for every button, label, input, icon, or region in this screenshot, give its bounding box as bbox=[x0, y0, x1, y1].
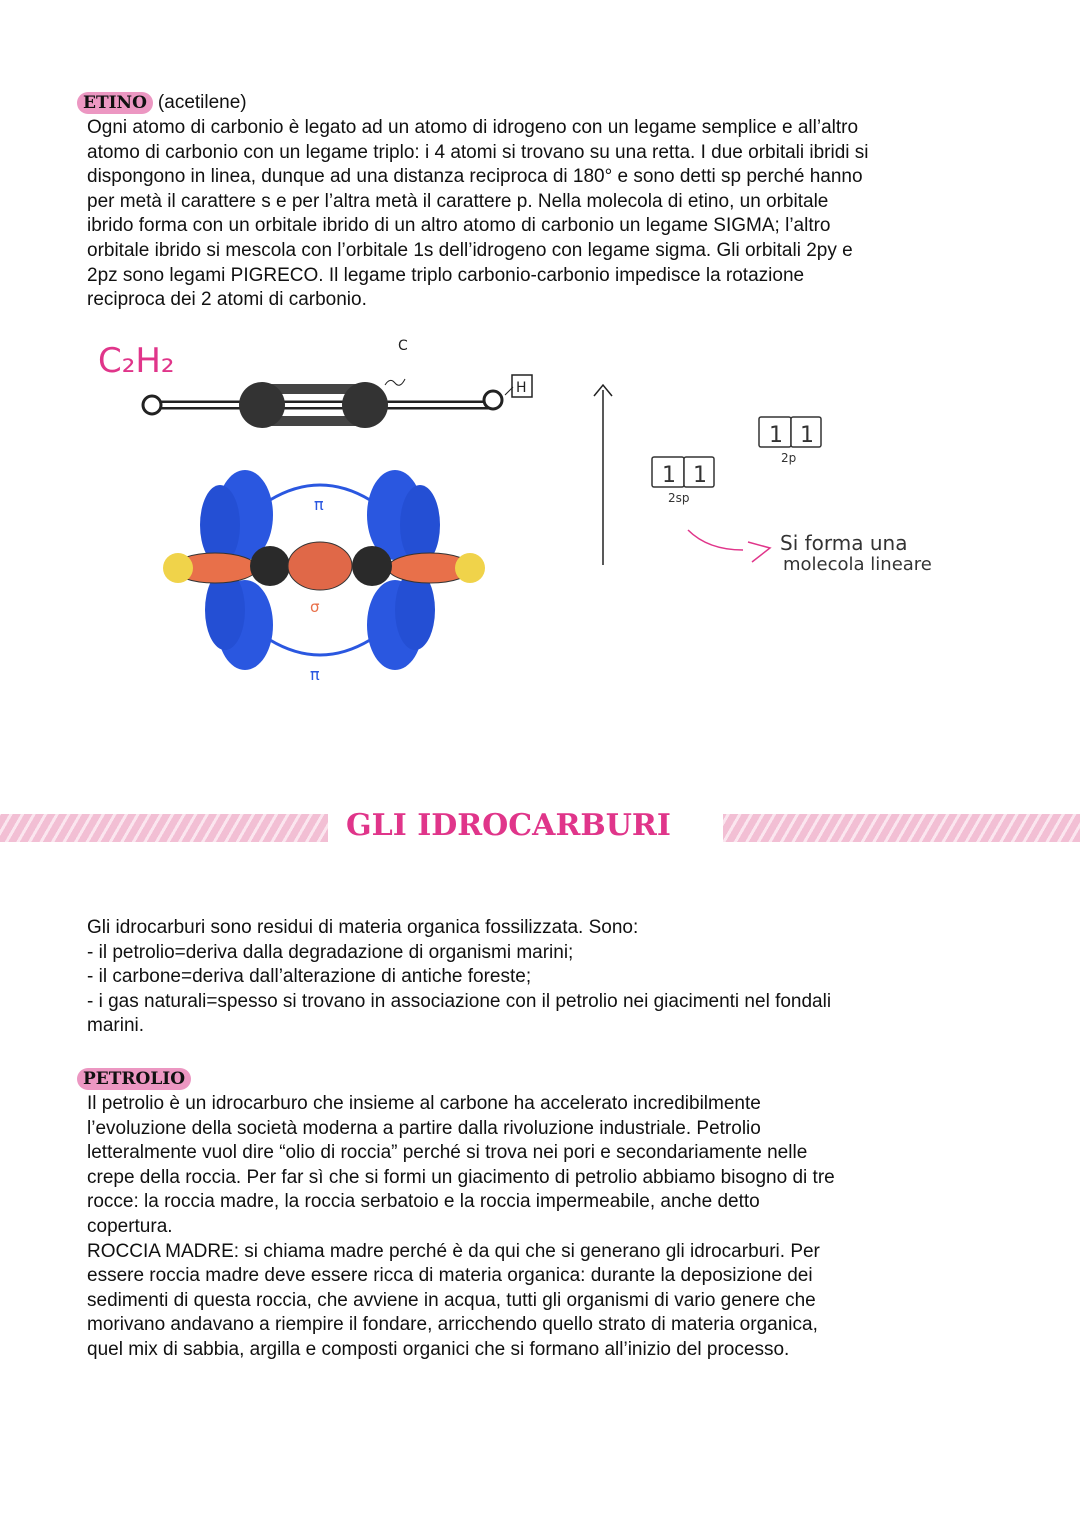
box-2sp-1: 1 bbox=[662, 463, 676, 488]
carbon-label: C bbox=[398, 338, 408, 354]
text-line: - il carbone=deriva dall’alterazione di antiche foreste; bbox=[87, 966, 532, 988]
banner-stripe-left bbox=[0, 814, 328, 842]
orbital-model bbox=[163, 470, 485, 670]
ball-stick-model bbox=[143, 375, 532, 428]
box-2sp-2: 1 bbox=[693, 463, 707, 488]
pink-arrow-icon bbox=[688, 530, 770, 562]
formula-label: C₂H₂ bbox=[98, 341, 175, 381]
text-line: essere roccia madre deve essere ricca di materia organica: durante la deposizione dei bbox=[87, 1265, 813, 1287]
orbital-boxes-2sp bbox=[652, 457, 714, 505]
text-line: - i gas naturali=spesso si trovano in associazione con il petrolio nei giacimenti nel fondali bbox=[87, 990, 832, 1012]
note-line-2: molecola lineare bbox=[783, 554, 932, 575]
text-line: morivano andavano a riempire il fondare, arricchendo quello strato di materia organica, bbox=[87, 1314, 818, 1336]
label-2p: 2p bbox=[781, 451, 797, 465]
text-line: quel mix di sabbia, argilla e composti organici che si formano all’inizio del processo. bbox=[87, 1339, 790, 1360]
text-line: l’evoluzione della società moderna a partire dalla rivoluzione industriale. Petrolio bbox=[87, 1117, 761, 1139]
box-2p-2: 1 bbox=[800, 423, 814, 448]
text-line: letteralmente vuol dire “olio di roccia” perché si trova nei pori e secondariamente nelle bbox=[87, 1142, 808, 1164]
text-line: Il petrolio è un idrocarburo che insieme al carbone ha accelerato incredibilmente bbox=[87, 1093, 761, 1114]
text-line: per metà il carattere s e per l’altra metà il carattere p. Nella molecola di etino, un orbitale bbox=[87, 190, 829, 212]
text-line: dispongono in linea, dunque ad una distanza reciproca di 180° e sono detti sp perché hanno bbox=[87, 166, 863, 188]
text-line: 2pz sono legami PIGRECO. Il legame triplo carbonio-carbonio impedisce la rotazione bbox=[87, 264, 805, 286]
text-line: orbitale ibrido si mescola con l’orbitale 1s dell’idrogeno con legame sigma. Gli orbitali 2py e bbox=[87, 240, 853, 261]
text-line: rocce: la roccia madre, la roccia serbatoio e la roccia impermeabile, anche detto bbox=[87, 1191, 760, 1213]
pi-top-label: π bbox=[314, 495, 324, 514]
orbital-boxes-2p bbox=[759, 417, 821, 465]
text-line: reciproca dei 2 atomi di carbonio. bbox=[87, 289, 367, 311]
text-line: sedimenti di questa roccia, che avviene in acqua, tutti gli organismi di vario genere che bbox=[87, 1289, 816, 1311]
etino-tag: ETINO bbox=[77, 92, 153, 114]
text-line: marini. bbox=[87, 1015, 145, 1037]
banner-stripe-right bbox=[723, 814, 1080, 842]
petrolio-heading bbox=[83, 1067, 196, 1092]
box-2p-1: 1 bbox=[769, 423, 783, 448]
text-line: Gli idrocarburi sono residui di materia organica fossilizzata. Sono: bbox=[87, 917, 639, 938]
hydrogen-label: H bbox=[516, 380, 527, 396]
text-line: crepe della roccia. Per far sì che si formi un giacimento di petrolio abbiamo bisogno di tre bbox=[87, 1166, 835, 1188]
text-line: Ogni atomo di carbonio è legato ad un atomo di idrogeno con un legame semplice e all’altro bbox=[87, 117, 859, 138]
energy-axis-arrow bbox=[594, 385, 612, 565]
label-2sp: 2sp bbox=[668, 491, 690, 505]
petrolio-tag: PETROLIO bbox=[77, 1068, 191, 1090]
text-line: atomo di carbonio con un legame triplo: i 4 atomi si trovano su una retta. I due orbitali ibridi si bbox=[87, 141, 869, 163]
text-line: ibrido forma con un orbitale ibrido di un altro atomo di carbonio un legame SIGMA; l’altro bbox=[87, 215, 831, 237]
text-line: copertura. bbox=[87, 1216, 173, 1237]
note-line-1: Si forma una bbox=[780, 531, 908, 555]
text-line: ROCCIA MADRE: si chiama madre perché è da qui che si generano gli idrocarburi. Per bbox=[87, 1240, 820, 1262]
section-title: GLI IDROCARBURI bbox=[346, 808, 671, 843]
sigma-label: σ bbox=[310, 598, 320, 616]
pi-bottom-label: π bbox=[310, 665, 320, 684]
text-line: - il petrolio=deriva dalla degradazione di organismi marini; bbox=[87, 941, 574, 963]
etino-subtitle: (acetilene) bbox=[157, 92, 247, 113]
